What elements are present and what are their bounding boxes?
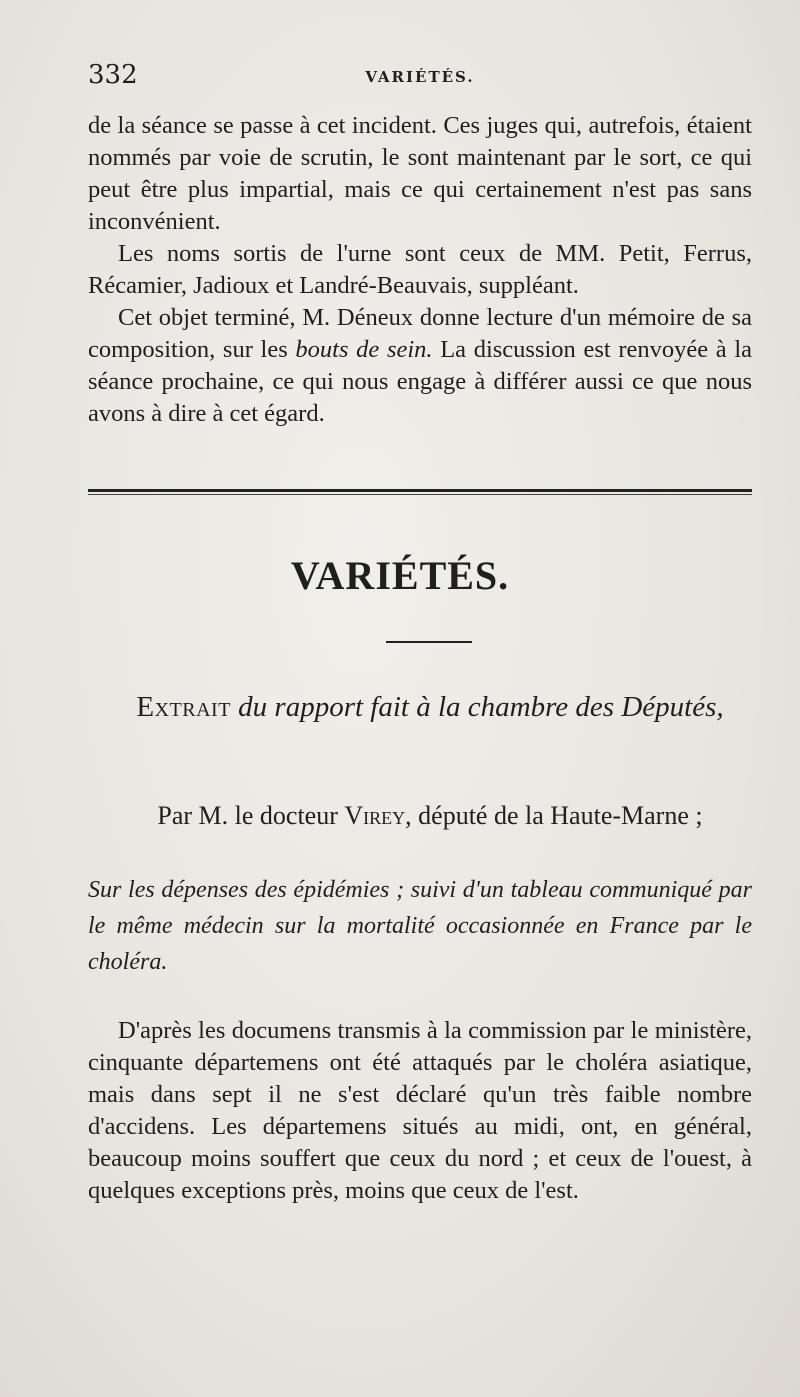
paragraph-3-before: Cet objet terminé, M. Déneux donne lecture d'un mémoire de sa composition, sur les (88, 304, 752, 363)
section-separator-thick (88, 489, 752, 492)
page-number: 332 (88, 60, 138, 90)
author-name: Virey (344, 801, 406, 830)
extract-rest: du rapport fait à la chambre des Députés, (230, 691, 724, 723)
paragraph-3 (88, 302, 752, 430)
extract-title (110, 688, 750, 726)
bottom-text-block (88, 1015, 752, 1207)
subject-block (88, 872, 752, 980)
author-suffix: , député de la Haute-Marne ; (405, 801, 703, 830)
paragraph-2: Les noms sortis de l'urne sont ceux de MM. Petit, Ferrus, Récamier, Jadioux et Landré-Beauvais, suppléant. (88, 240, 752, 299)
author-prefix: Par M. le docteur (157, 801, 345, 830)
paragraph-1: de la séance se passe à cet incident. Ces juges qui, autrefois, étaient nommés par voie de scrutin, le sont maintenant par le sort, ce qui peut être plus impartial, mais ce qui certainement n'est pas sans inconvénient. (88, 112, 752, 235)
paragraph-4: D'après les documens transmis à la commission par le ministère, cinquante départemens ont été attaqués par le choléra asiatique, mais dans sept il ne s'est déclaré qu'un très faible nombre d'accidens. Les départemens situés au midi, ont, en général, beaucoup moins souffert que ceux du nord ; et ceux de l'ouest, à quelques exceptions près, moins que ceux de l'est. (88, 1017, 752, 1204)
extract-lead: Extrait (136, 691, 231, 723)
paragraph-3-after: La discussion est renvoyée à la séance prochaine, ce qui nous engage à différer aussi ce que nous avons à dire à cet égard. (88, 336, 753, 427)
title-underline-rule (386, 641, 472, 643)
section-separator-thin (88, 494, 752, 495)
author-line (100, 800, 760, 832)
running-head: VARIÉTÉS. (365, 68, 475, 86)
section-title: VARIÉTÉS. (290, 553, 510, 598)
top-text-block (88, 110, 752, 430)
subject-text: Sur les dépenses des épidémies ; suivi d'un tableau communiqué par le même médecin sur la mortalité occasionnée en France par le choléra. (88, 877, 752, 975)
paragraph-3-italic: bouts de sein. (295, 336, 433, 363)
page-header (88, 60, 752, 96)
